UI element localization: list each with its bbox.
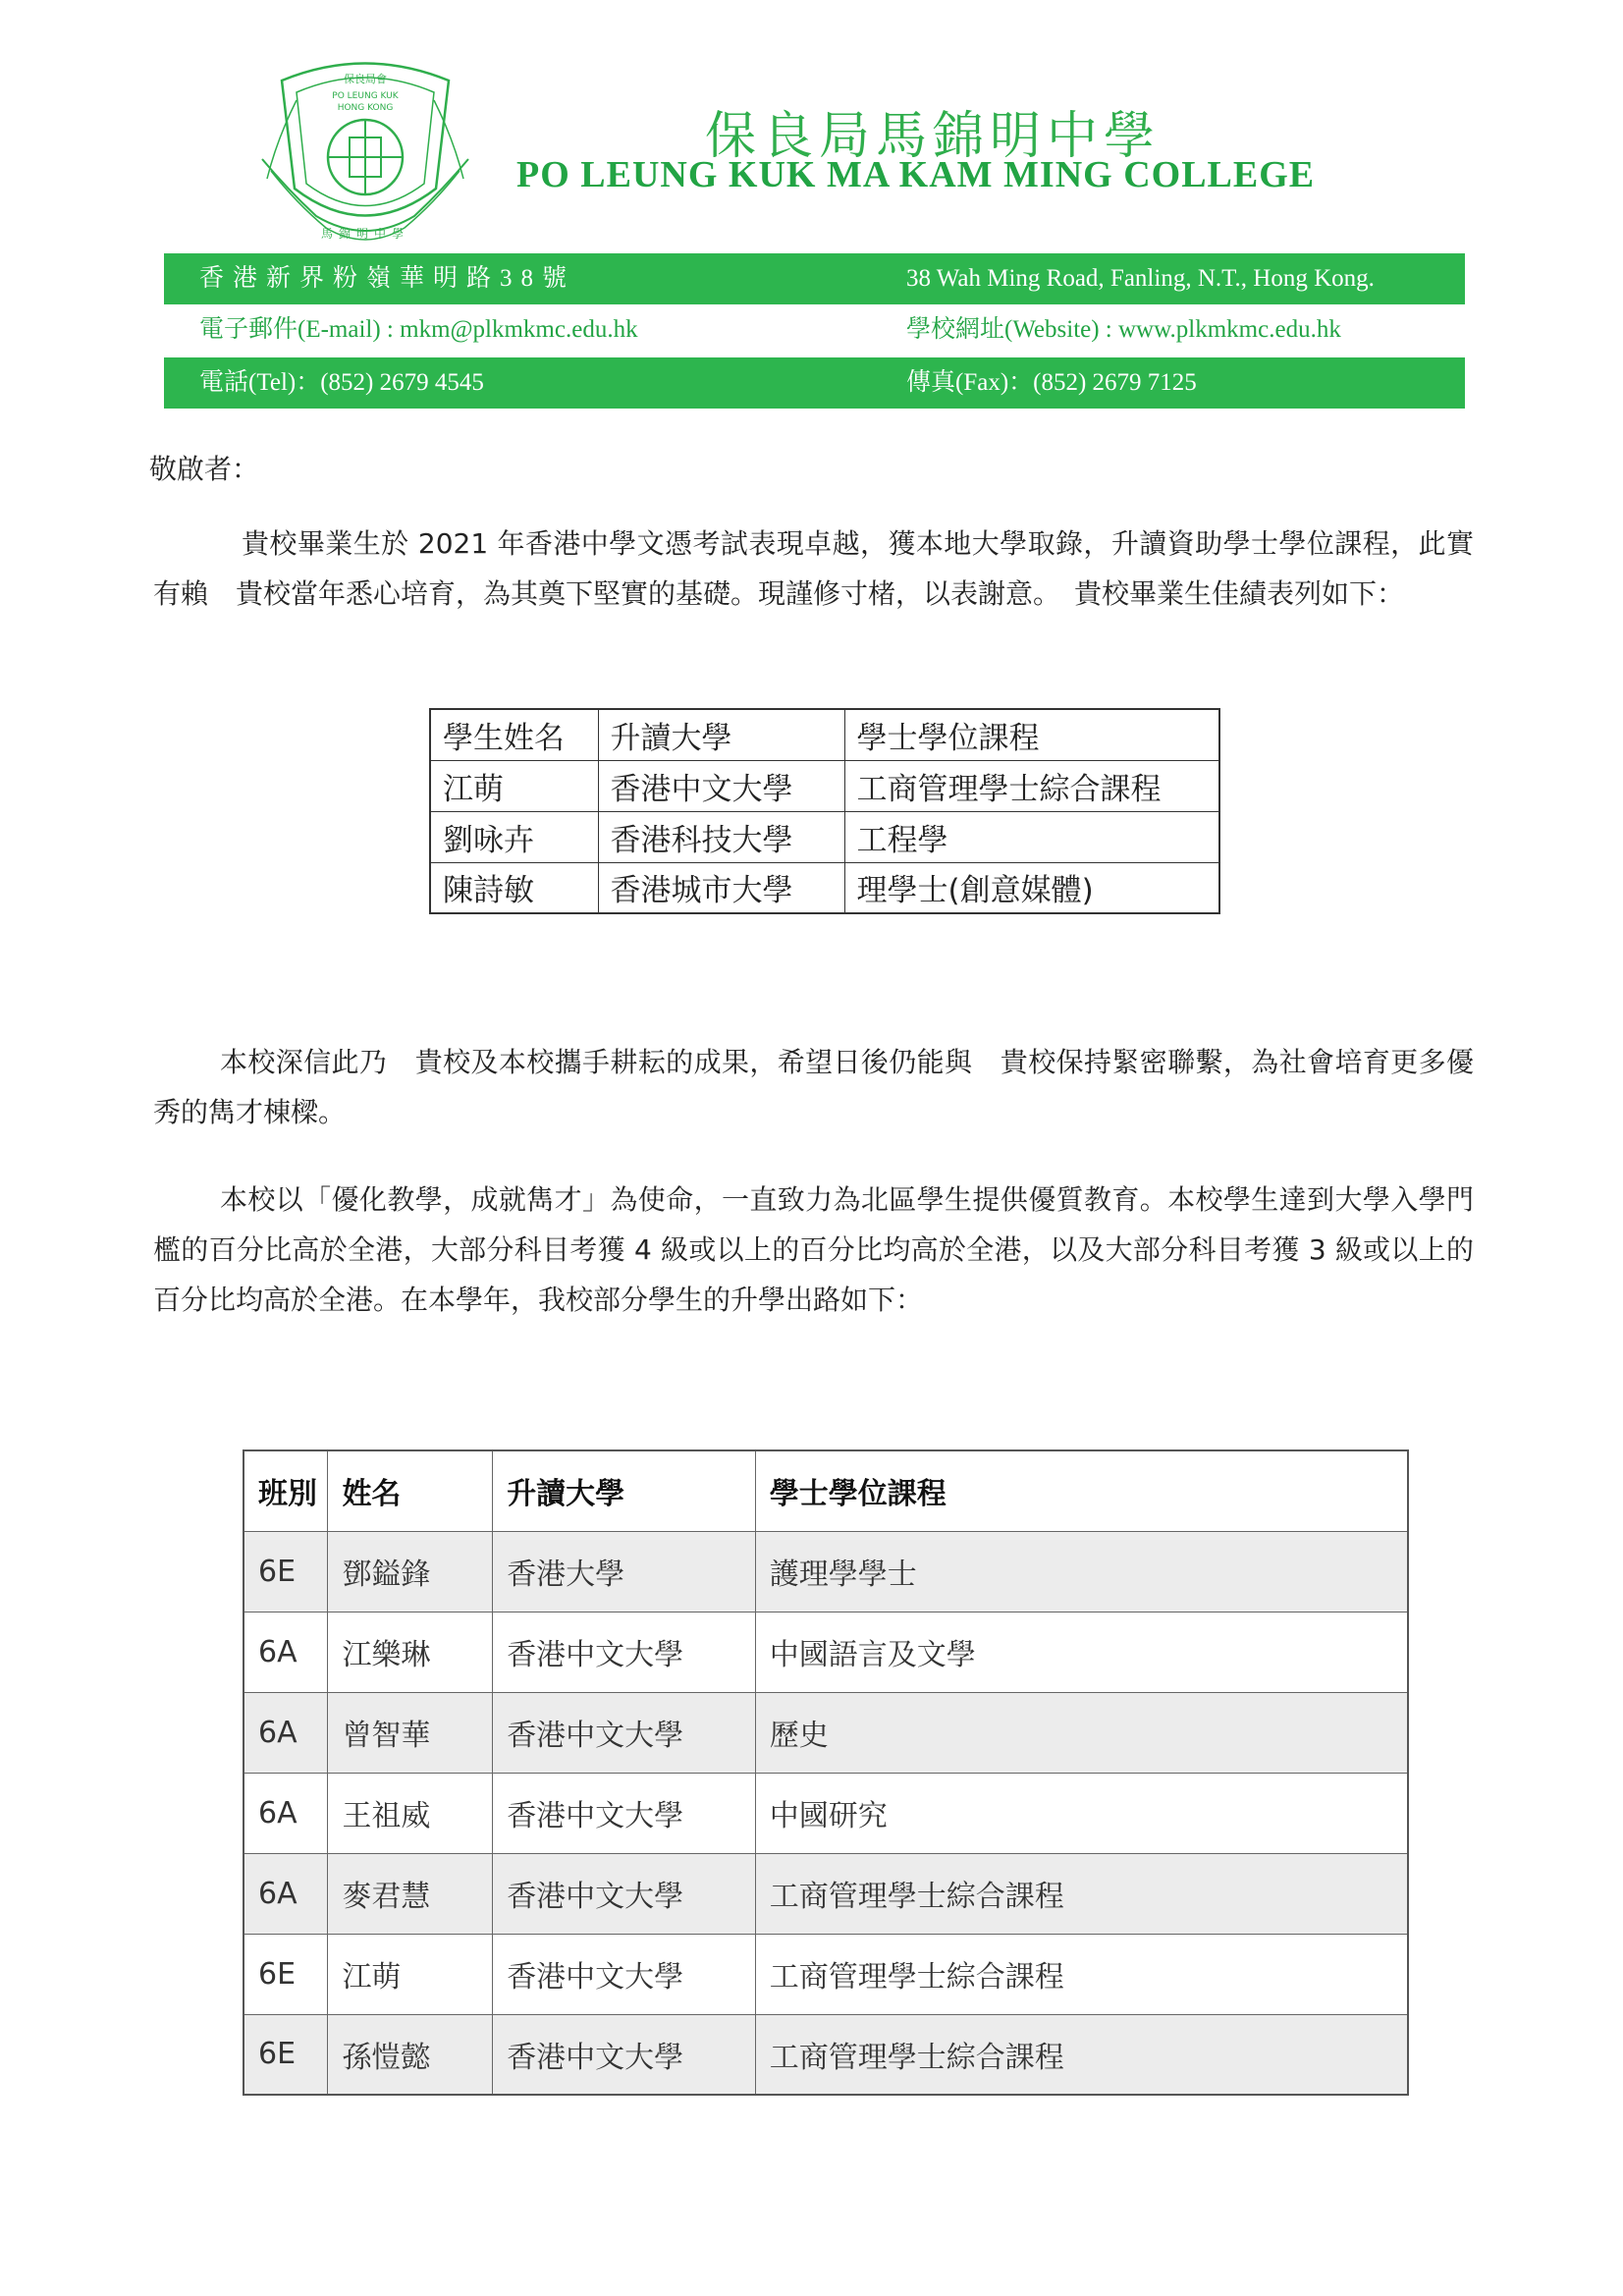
school-name-chinese: 保良局馬錦明中學: [705, 107, 1162, 166]
programme-cell: 工商管理學士綜合課程: [844, 760, 1219, 811]
email-contact[interactable]: 電子郵件(E-mail) : mkm@plkmkmc.edu.hk: [199, 316, 638, 343]
destinations-table-header: [243, 1450, 1408, 1531]
student-name-cell: 江樂琳: [328, 1612, 493, 1692]
table-row: [243, 2014, 1408, 2095]
destinations-table: [243, 1449, 1409, 2096]
university-cell: 香港中文大學: [493, 2014, 756, 2095]
class-cell: 6A: [243, 1612, 328, 1692]
university-cell: 香港中文大學: [493, 1612, 756, 1692]
university-cell: 香港城市大學: [598, 862, 844, 913]
table-row: [430, 862, 1219, 913]
student-name-cell: 劉咏卉: [430, 811, 598, 862]
contact-row: [164, 304, 1465, 357]
university-cell: 香港中文大學: [598, 760, 844, 811]
table-row: [430, 811, 1219, 862]
programme-cell: 護理學學士: [755, 1531, 1408, 1612]
crest-logo-en-line2: HONG KONG: [337, 103, 394, 113]
university-cell: 香港中文大學: [493, 1773, 756, 1853]
school-name-english: PO LEUNG KUK MA KAM MING COLLEGE: [516, 154, 1316, 195]
address-chinese: 香港新界粉嶺華明路38號: [199, 265, 576, 292]
table-row: [243, 1692, 1408, 1773]
programme-cell: 歷史: [755, 1692, 1408, 1773]
letter-paragraph-3: 本校以「優化教學，成就雋才」為使命，一直致力為北區學生提供優質教育。本校學生達到大學入學門檻的百分比高於全港，大部分科目考獲 4 級或以上的百分比均高於全港，以及大部分科目考獲 3 級或以上的百分比均高於全港。在本學年，我校部分學生的升學出路如下：: [153, 1183, 1474, 1316]
crest-banner-text: 馬錦明中學: [320, 227, 410, 241]
table-row: [243, 1934, 1408, 2014]
crest-motto-text: 保良局會: [344, 73, 387, 85]
crest-logo-en-line1: PO LEUNG KUK: [332, 91, 399, 101]
table-row: [243, 1531, 1408, 1612]
header-cell: 升讀大學: [598, 709, 844, 760]
header-cell: 升讀大學: [493, 1450, 756, 1531]
header-cell: 學生姓名: [430, 709, 598, 760]
graduates-table: [429, 708, 1220, 914]
address-english: 38 Wah Ming Road, Fanling, N.T., Hong Kong.: [906, 265, 1375, 292]
class-cell: 6E: [243, 2014, 328, 2095]
class-cell: 6A: [243, 1692, 328, 1773]
university-cell: 香港科技大學: [598, 811, 844, 862]
table-row: [243, 1612, 1408, 1692]
programme-cell: 工商管理學士綜合課程: [755, 1934, 1408, 2014]
programme-cell: 中國語言及文學: [755, 1612, 1408, 1692]
university-cell: 香港中文大學: [493, 1853, 756, 1934]
phone-band: [164, 357, 1465, 409]
student-name-cell: 王祖威: [328, 1773, 493, 1853]
letter-greeting: 敬啟者：: [149, 453, 260, 485]
university-cell: 香港大學: [493, 1531, 756, 1612]
university-cell: 香港中文大學: [493, 1934, 756, 2014]
website-contact[interactable]: 學校網址(Website) : www.plkmkmc.edu.hk: [906, 316, 1341, 343]
programme-cell: 工商管理學士綜合課程: [755, 2014, 1408, 2095]
header-cell: 班別: [243, 1450, 328, 1531]
university-cell: 香港中文大學: [493, 1692, 756, 1773]
class-cell: 6A: [243, 1853, 328, 1934]
table-row: [243, 1773, 1408, 1853]
student-name-cell: 鄧鎰鋒: [328, 1531, 493, 1612]
school-crest-logo: [257, 41, 473, 262]
class-cell: 6E: [243, 1934, 328, 2014]
programme-cell: 理學士(創意媒體): [844, 862, 1219, 913]
class-cell: 6E: [243, 1531, 328, 1612]
letter-paragraph-1: 貴校畢業生於 2021 年香港中學文憑考試表現卓越，獲本地大學取錄，升讀資助學士學位課程，此實有賴 貴校當年悉心培育，為其奠下堅實的基礎。現謹修寸楮，以表謝意。 貴校畢業生佳績表列如下：: [153, 527, 1474, 610]
letter-paragraph-2: 本校深信此乃 貴校及本校攜手耕耘的成果，希望日後仍能與 貴校保持緊密聯繫，為社會培育更多優秀的雋才棟樑。: [153, 1046, 1474, 1128]
student-name-cell: 麥君慧: [328, 1853, 493, 1934]
graduates-table-header: [430, 709, 1219, 760]
student-name-cell: 陳詩敏: [430, 862, 598, 913]
table-row: [243, 1853, 1408, 1934]
address-band: [164, 253, 1465, 304]
table-row: [430, 760, 1219, 811]
class-cell: 6A: [243, 1773, 328, 1853]
student-name-cell: 江萌: [430, 760, 598, 811]
programme-cell: 工程學: [844, 811, 1219, 862]
student-name-cell: 孫愷懿: [328, 2014, 493, 2095]
header-cell: 學士學位課程: [755, 1450, 1408, 1531]
programme-cell: 中國研究: [755, 1773, 1408, 1853]
student-name-cell: 曾智華: [328, 1692, 493, 1773]
header-cell: 學士學位課程: [844, 709, 1219, 760]
fax-contact: 傳真(Fax)：(852) 2679 7125: [906, 369, 1197, 396]
header-cell: 姓名: [328, 1450, 493, 1531]
programme-cell: 工商管理學士綜合課程: [755, 1853, 1408, 1934]
student-name-cell: 江萌: [328, 1934, 493, 2014]
telephone-contact: 電話(Tel)：(852) 2679 4545: [199, 369, 484, 396]
